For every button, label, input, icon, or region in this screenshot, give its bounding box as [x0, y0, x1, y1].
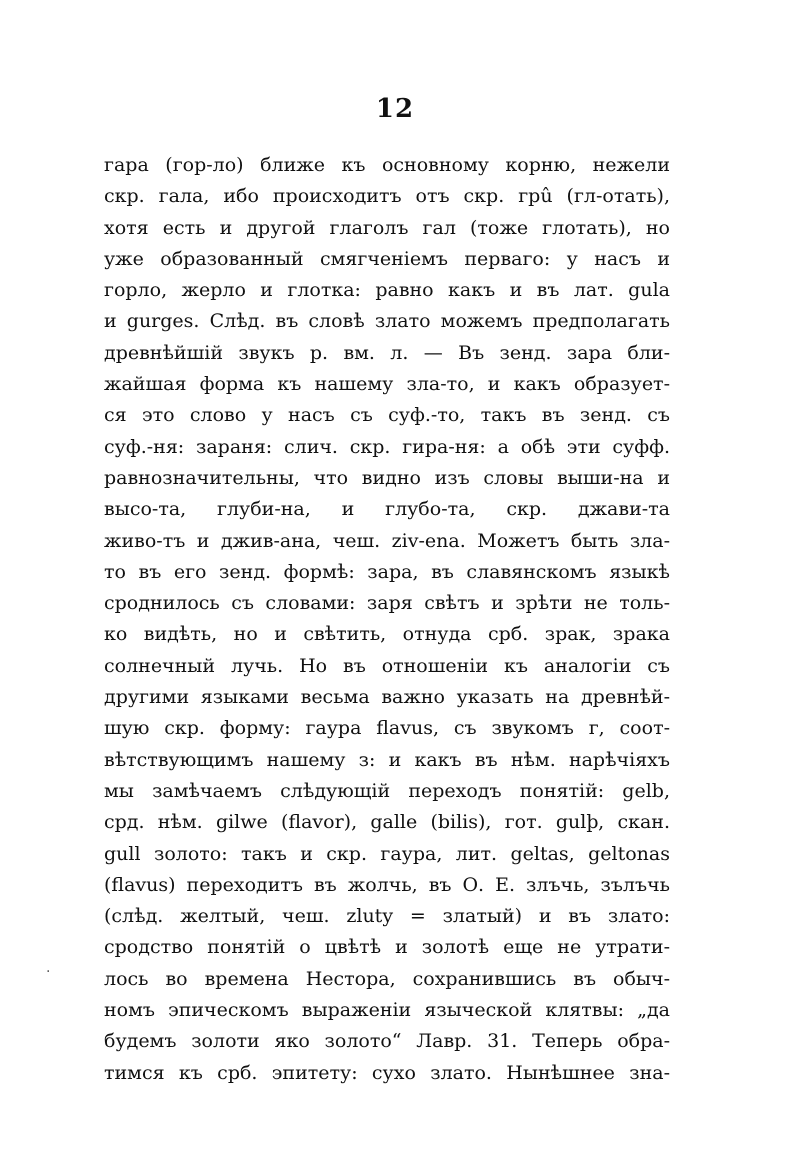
text-line: уже образованный смягченіемъ перваго: у насъ и [104, 247, 670, 270]
text-line: gull золото: такъ и скр. гаура, лит. geltas, geltonas [104, 842, 670, 865]
body-text [104, 150, 670, 1089]
text-line: тимся къ срб. эпитету: сухо злато. Нынѣшнее зна- [104, 1061, 670, 1084]
text-line: ся это слово у насъ съ суф.-то, такъ въ зенд. съ [104, 404, 670, 427]
page-number: 12 [375, 94, 415, 124]
text-line: живо-тъ и джив-ана, чеш. ziv-ena. Можетъ быть зла- [104, 529, 670, 552]
text-line: вѣтствующимъ нашему з: и какъ въ нѣм. нарѣчіяхъ [104, 748, 670, 771]
text-line: солнечный лучь. Но въ отношеніи къ аналогіи съ [104, 654, 670, 677]
text-line: то въ его зенд. формѣ: зара, въ славянскомъ языкѣ [104, 560, 670, 583]
text-line: сроднилось съ словами: заря свѣтъ и зрѣти не толь- [104, 592, 670, 615]
text-line: лось во времена Нестора, сохранившись въ обыч- [104, 967, 670, 990]
text-line: шую скр. форму: гаура flavus, съ звукомъ г, соот- [104, 717, 670, 740]
text-line: сродство понятій о цвѣтѣ и золотѣ еще не утрати- [104, 936, 670, 959]
text-line: (слѣд. желтый, чеш. zluty = златый) и въ злато: [104, 905, 670, 928]
text-line: (flavus) переходитъ въ жолчь, въ О. Е. злъчь, зълъчь [104, 873, 670, 896]
text-line: и gurges. Слѣд. въ словѣ злато можемъ предполагать [104, 310, 670, 333]
text-line: древнѣйшій звукъ р. вм. л. — Въ зенд. зара бли- [104, 341, 670, 364]
text-line: хотя есть и другой глаголъ гал (тоже глотать), но [104, 216, 670, 239]
text-line: скр. гала, ибо происходитъ отъ скр. грû (гл-отать), [104, 185, 670, 208]
text-line: мы замѣчаемъ слѣдующій переходъ понятій: gelb, [104, 779, 670, 802]
text-line: горло, жерло и глотка: равно какъ и въ лат. gula [104, 279, 670, 302]
text-line: равнозначительны, что видно изъ словы выши-на и [104, 466, 670, 489]
text-line: гара (гор-ло) ближе къ основному корню, нежели [104, 154, 670, 176]
text-line: другими языками весьма важно указать на древнѣй- [104, 686, 670, 709]
text-line: жайшая форма къ нашему зла-то, и какъ образует- [104, 373, 670, 396]
margin-mark: · [46, 964, 51, 980]
text-line: срд. нѣм. gilwe (flavor), galle (bilis), гот. gulþ, скан. [104, 811, 670, 834]
text-line: суф.-ня: зараня: слич. скр. гира-ня: а обѣ эти суфф. [104, 435, 670, 458]
text-line: будемъ золоти яко золото“ Лавр. 31. Теперь обра- [104, 1030, 670, 1053]
text-line: номъ эпическомъ выраженіи языческой клятвы: „да [104, 999, 670, 1022]
text-line: высо-та, глуби-на, и глубо-та, скр. джави-та [104, 498, 670, 521]
text-line: ко видѣть, но и свѣтить, отнуда срб. зрак, зрака [104, 623, 670, 646]
